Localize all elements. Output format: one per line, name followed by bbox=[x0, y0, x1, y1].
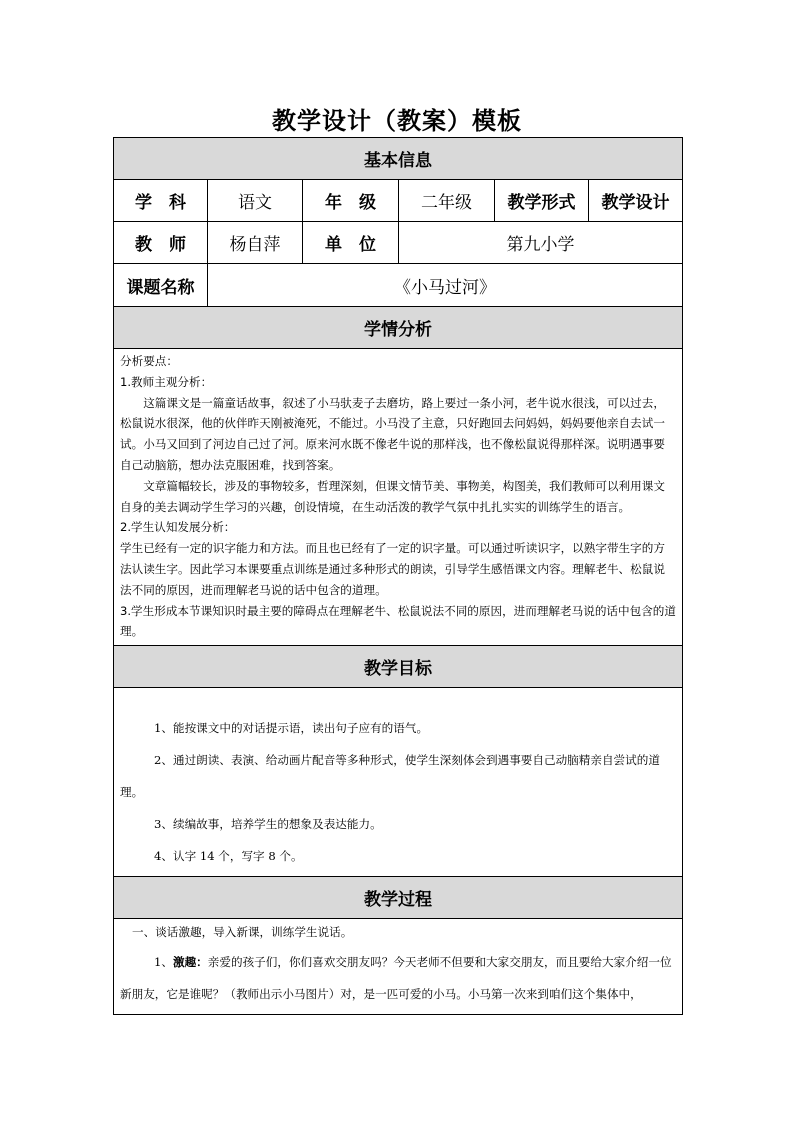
process-body bbox=[114, 919, 683, 1015]
teacher-value: 杨自萍 bbox=[208, 222, 303, 264]
goal-item: 2、通过朗读、表演、给动画片配音等多种形式，使学生深刻体会到遇事要自己动脑精亲自尝试的道理。 bbox=[120, 753, 660, 800]
document-title: 教学设计（教案）模板 bbox=[272, 106, 522, 135]
goal-item: 4、认字 14 个，写字 8 个。 bbox=[154, 849, 303, 864]
analysis-line: 这篇课文是一篇童话故事，叙述了小马驮麦子去磨坊，路上要过一条小河，老牛说水很浅，可以过去，松鼠说水很深，他的伙伴昨天刚被淹死，不能过。小马没了主意，只好跑回去问妈妈，妈妈要他亲自去试一试。小马又回到了河边自己过了河。原来河水既不像老牛说的那样浅，也不像松鼠说得那样深。说明遇事要自己动脑筋，想办法克服困难，找到答案。 bbox=[120, 395, 665, 472]
analysis-line: 文章篇幅较长，涉及的事物较多，哲理深刻，但课文情节美、事物美，构图美，我们教师可以利用课文自身的美去调动学生学习的兴趣，创设情境，在生动活泼的教学气氛中扎扎实实的训练学生的语言。 bbox=[120, 478, 665, 514]
process-header: 教学过程 bbox=[114, 877, 683, 919]
grade-value: 二年级 bbox=[399, 180, 495, 222]
goals-body bbox=[114, 688, 683, 877]
teacher-label: 教 师 bbox=[114, 222, 208, 264]
process-step: 一、谈话激趣，导入新课，训练学生说话。 bbox=[132, 925, 353, 940]
process-step-number: 1、 bbox=[154, 955, 173, 970]
analysis-line: 学生已经有一定的识字能力和方法。而且也已经有了一定的识字量。可以通过听读识字，以熟字带生字的方法认读生字。因此学习本课要重点训练是通过多种形式的朗读，引导学生感悟课文内容。理解老牛、松鼠说法不同的原因，进而理解老马说的话中包含的道理。 bbox=[120, 541, 665, 597]
topic-label: 课题名称 bbox=[114, 264, 208, 307]
analysis-line: 2.学生认知发展分析： bbox=[120, 520, 236, 535]
process-step-text: 亲爱的孩子们，你们喜欢交朋友吗？今天老师不但要和大家交朋友，而且要给大家介绍一位新朋友，它是谁呢？（教师出示小马图片）对，是一匹可爱的小马。小马第一次来到咱们这个集体中， bbox=[120, 955, 672, 1002]
goal-item: 3、续编故事，培养学生的想象及表达能力。 bbox=[154, 817, 382, 832]
basic-info-header: 基本信息 bbox=[114, 138, 683, 180]
goal-item: 1、能按课文中的对话提示语，读出句子应有的语气。 bbox=[154, 721, 429, 736]
analysis-line: 分析要点： bbox=[120, 354, 178, 368]
unit-value: 第九小学 bbox=[399, 222, 683, 264]
analysis-line: 1.教师主观分析： bbox=[120, 374, 213, 389]
analysis-header: 学情分析 bbox=[114, 307, 683, 349]
process-step-detail bbox=[120, 946, 676, 1010]
subject-label: 学 科 bbox=[114, 180, 208, 222]
goals-header: 教学目标 bbox=[114, 646, 683, 688]
form-label: 教学形式 bbox=[495, 180, 589, 222]
subject-value: 语文 bbox=[208, 180, 303, 222]
analysis-body bbox=[114, 349, 683, 646]
form-value: 教学设计 bbox=[589, 180, 683, 222]
topic-value: 《小马过河》 bbox=[208, 264, 683, 307]
unit-label: 单 位 bbox=[303, 222, 399, 264]
analysis-line: 3.学生形成本节课知识时最主要的障碍点在理解老牛、松鼠说法不同的原因，进而理解老马说的话中包含的道理。 bbox=[120, 603, 676, 639]
grade-label: 年 级 bbox=[303, 180, 399, 222]
lesson-plan-table bbox=[113, 137, 683, 1015]
process-step-keyword: 激趣： bbox=[172, 955, 208, 970]
